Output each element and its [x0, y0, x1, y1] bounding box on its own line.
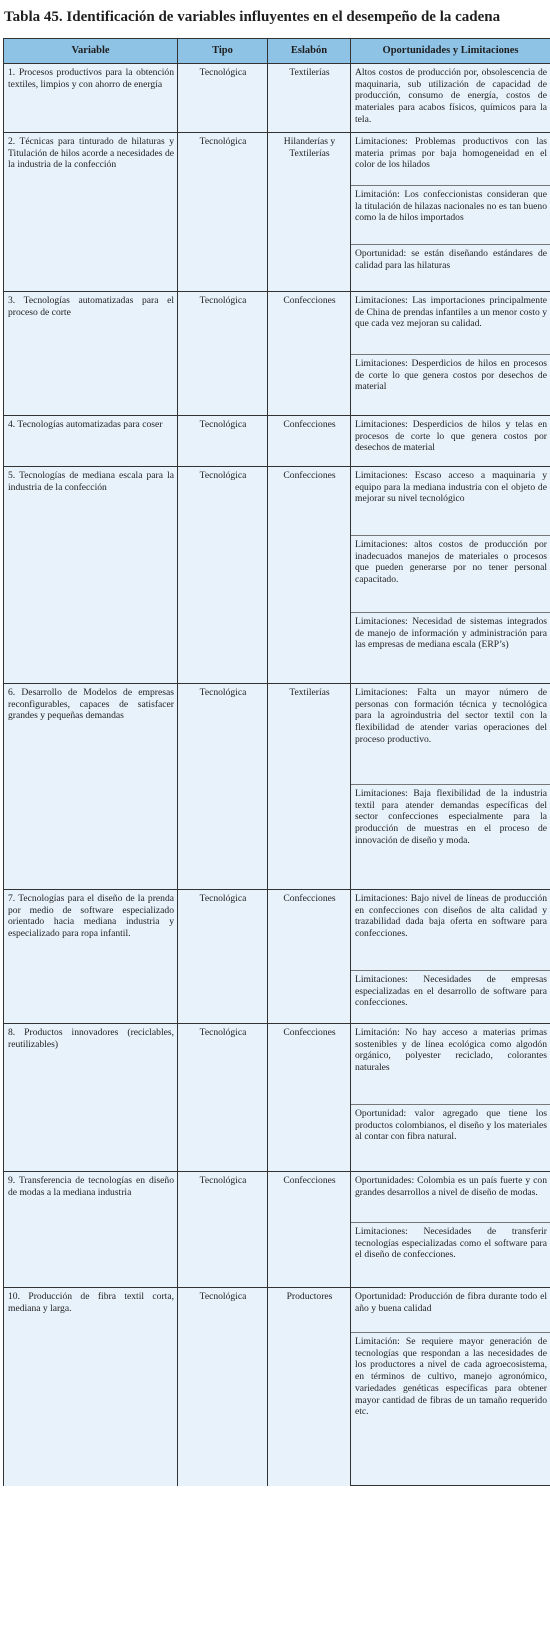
table-row: [4, 64, 550, 133]
table-body: [4, 64, 550, 1486]
opportunity-limitation-cell: Limitaciones: Necesidades de empresas especializadas en el desarrollo de software para confecciones.: [351, 971, 550, 1024]
opportunity-limitation-cell: Limitaciones: Necesidades de transferir tecnologías especializadas como el software para el diseño de confecciones.: [351, 1223, 550, 1288]
eslabon-cell: Confecciones: [268, 292, 351, 416]
eslabon-cell: Textilerías: [268, 684, 351, 890]
opportunity-limitation-cell: Limitación: Los confeccionistas consideran que la titulación de hilazas nacionales no es tan bueno como la de hilos importados: [351, 186, 550, 245]
tipo-cell: Tecnológica: [178, 133, 268, 292]
eslabon-cell: Confecciones: [268, 1172, 351, 1288]
column-header-oportunidades: Oportunidades y Limitaciones: [351, 39, 550, 64]
table-row: [4, 890, 550, 971]
eslabon-cell: Productores: [268, 1288, 351, 1486]
table-row: [4, 416, 550, 467]
variable-cell: 6. Desarrollo de Modelos de empresas reconfigurables, capaces de satisfacer grandes y pequeñas demandas: [4, 684, 178, 890]
tipo-cell: Tecnológica: [178, 1288, 268, 1486]
tipo-cell: Tecnológica: [178, 292, 268, 416]
table-row: [4, 133, 550, 186]
opportunity-limitation-cell: Oportunidades: Colombia es un país fuerte y con grandes desarrollos a nivel de diseño de modas.: [351, 1172, 550, 1223]
opportunity-limitation-cell: Oportunidad: Producción de fibra durante todo el año y buena calidad: [351, 1288, 550, 1333]
variable-cell: 8. Productos innovadores (reciclables, reutilizables): [4, 1024, 178, 1172]
opportunity-limitation-cell: Oportunidad: valor agregado que tiene los productos colombianos, el diseño y los materiales al contar con fibra natural.: [351, 1105, 550, 1172]
table-row: [4, 1172, 550, 1223]
opportunity-limitation-cell: Limitaciones: Necesidad de sistemas integrados de manejo de información y administración para las empresas de mediana escala (ERP’s): [351, 613, 550, 684]
tipo-cell: Tecnológica: [178, 416, 268, 467]
tipo-cell: Tecnológica: [178, 64, 268, 133]
tipo-cell: Tecnológica: [178, 1172, 268, 1288]
tipo-cell: Tecnológica: [178, 467, 268, 684]
variable-cell: 4. Tecnologías automatizadas para coser: [4, 416, 178, 467]
opportunity-limitation-cell: Limitación: Se requiere mayor generación de tecnologías que respondan a las necesidades de los productores a nivel de cada agroecosistema, en términos de cultivo, manejo agronómico, variedades genéticas específicas para obtener mayor cantidad de fibras de un tamaño requerido etc.: [351, 1333, 550, 1486]
variable-cell: 7. Tecnologías para el diseño de la prenda por medio de software especializado orientado hacia mediana industria y especializado para ropa infantil.: [4, 890, 178, 1024]
tipo-cell: Tecnológica: [178, 1024, 268, 1172]
opportunity-limitation-cell: Limitaciones: altos costos de producción por inadecuados manejos de materiales o procesos que pueden generarse por no tener personal capacitado.: [351, 536, 550, 613]
opportunity-limitation-cell: Limitaciones: Desperdicios de hilos en procesos de corte lo que genera costos por desechos de material: [351, 355, 550, 416]
opportunity-limitation-cell: Limitaciones: Bajo nivel de líneas de producción en confecciones con diseños de alta calidad y trazabilidad dada baja oferta en software para confecciones.: [351, 890, 550, 971]
variable-cell: 3. Tecnologías automatizadas para el proceso de corte: [4, 292, 178, 416]
eslabon-cell: Confecciones: [268, 1024, 351, 1172]
variable-cell: 9. Transferencia de tecnologías en diseño de modas a la mediana industria: [4, 1172, 178, 1288]
table-row: [4, 292, 550, 355]
opportunity-limitation-cell: Oportunidad: se están diseñando estándares de calidad para las hilaturas: [351, 245, 550, 292]
tipo-cell: Tecnológica: [178, 684, 268, 890]
table-row: [4, 1024, 550, 1105]
eslabon-cell: Confecciones: [268, 890, 351, 1024]
variable-cell: 2. Técnicas para tinturado de hilaturas y Titulación de hilos acorde a necesidades de la industria de la confección: [4, 133, 178, 292]
table-header-row: [4, 39, 550, 64]
opportunity-limitation-cell: Limitaciones: Falta un mayor número de personas con formación técnica y tecnológica para la agroindustria del sector textil con la flexibilidad de atender varias operaciones del proceso productivo.: [351, 684, 550, 785]
variables-table: [3, 38, 550, 1486]
variable-cell: 1. Procesos productivos para la obtención textiles, limpios y con ahorro de energía: [4, 64, 178, 133]
opportunity-limitation-cell: Limitaciones: Escaso acceso a maquinaria y equipo para la mediana industria con el objeto de mejorar su nivel tecnológico: [351, 467, 550, 536]
eslabon-cell: Textilerías: [268, 64, 351, 133]
eslabon-cell: Confecciones: [268, 467, 351, 684]
eslabon-cell: Hilanderías y Textilerías: [268, 133, 351, 292]
table-row: [4, 684, 550, 785]
opportunity-limitation-cell: Limitaciones: Baja flexibilidad de la industria textil para atender demandas específicas del sector confecciones especialmente para la producción de muestras en el proceso de innovación de diseño y moda.: [351, 785, 550, 890]
variable-cell: 5. Tecnologías de mediana escala para la industria de la confección: [4, 467, 178, 684]
table-row: [4, 467, 550, 536]
column-header-tipo: Tipo: [178, 39, 268, 64]
eslabon-cell: Confecciones: [268, 416, 351, 467]
tipo-cell: Tecnológica: [178, 890, 268, 1024]
opportunity-limitation-cell: Limitaciones: Problemas productivos con las materia primas por baja homogeneidad en el color de los hilados: [351, 133, 550, 186]
opportunity-limitation-cell: Altos costos de producción por, obsolescencia de maquinaria, sub utilización de capacidad de producción, consumo de energía, costos de materiales para acabos físicos, químicos para la tela.: [351, 64, 550, 133]
table-row: [4, 1288, 550, 1333]
opportunity-limitation-cell: Limitaciones: Las importaciones principalmente de China de prendas infantiles a un menor costo y que cada vez mejoran su calidad.: [351, 292, 550, 355]
variable-cell: 10. Producción de fibra textil corta, mediana y larga.: [4, 1288, 178, 1486]
column-header-eslabon: Eslabón: [268, 39, 351, 64]
opportunity-limitation-cell: Limitaciones: Desperdicios de hilos y telas en procesos de corte lo que genera costos por desechos de material: [351, 416, 550, 467]
table-title: Tabla 45. Identificación de variables influyentes en el desempeño de la cadena: [4, 9, 501, 25]
opportunity-limitation-cell: Limitación: No hay acceso a materias primas sostenibles y de línea ecológica como algodón orgánico, polyester reciclado, colorantes naturales: [351, 1024, 550, 1105]
column-header-variable: Variable: [4, 39, 178, 64]
